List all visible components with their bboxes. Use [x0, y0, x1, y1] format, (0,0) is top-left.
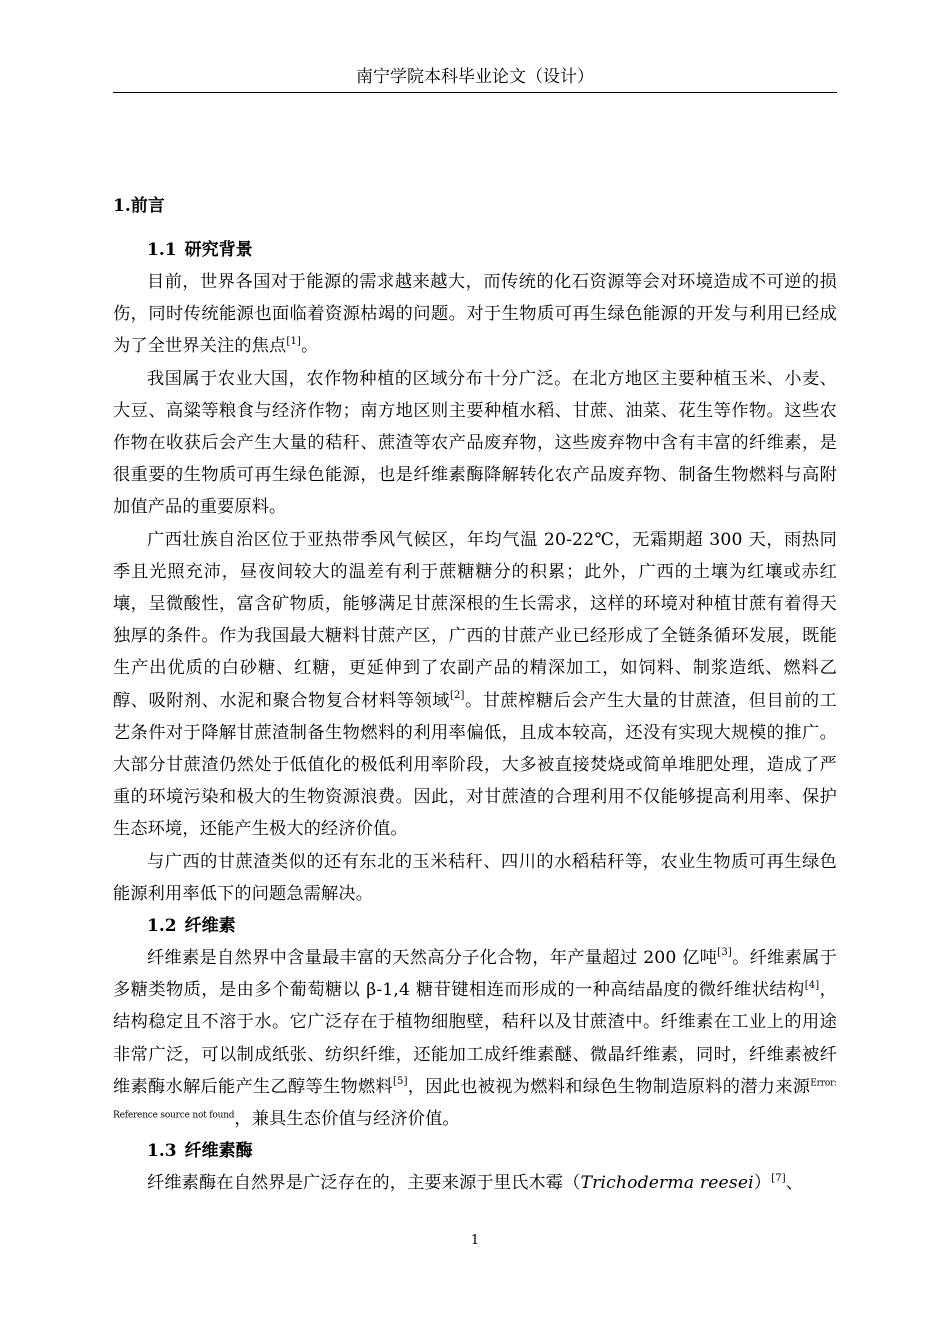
citation: [5] [393, 1076, 408, 1088]
subsection-heading-1-3 [113, 1135, 837, 1167]
text-run: ，结构稳定且不溶于水。它广泛存在于植物细胞壁，秸秆以及甘蔗渣中。纤维素在工业上的用途非常广泛，可以制成纸张、纺织纤维，还能加工成纤维素醚、微晶纤维素，同时，纤维素被纤维素酶水解后能产生乙醇等生物燃料 [113, 980, 837, 1097]
subsection-number: 1.2 [147, 916, 177, 937]
subsection-heading-1-2 [113, 910, 837, 942]
text-run: ，因此也被视为燃料和绿色生物制造原料的潜力来源 [407, 1076, 811, 1097]
header-rule [113, 92, 837, 93]
citation: [1] [286, 335, 302, 347]
paragraph [113, 942, 837, 1135]
page-number: 1 [470, 1233, 480, 1248]
section-heading-1: 1.前言 [113, 196, 165, 216]
citation: [2] [449, 689, 465, 701]
subsection-number: 1.1 [147, 240, 177, 260]
citation: [4] [804, 979, 820, 991]
text-run: 纤维素酶在自然界是广泛存在的，主要来源于里氏木霉（ [147, 1173, 581, 1194]
reference-error: Error: Reference source not found [113, 1078, 838, 1121]
page-body [113, 190, 837, 1199]
text-run: 。甘蔗榨糖后会产生大量的甘蔗渣，但目前的工艺条件对于降解甘蔗渣制备生物燃料的利用率偏低，且成本较高，还没有实现大规模的推广。大部分甘蔗渣仍然处于低值化的极低利用率阶段，大多被直接焚烧或简单堆肥处理，造成了严重的环境污染和极大的生物资源浪费。因此，对甘蔗渣的合理利用不仅能够提高利用率、保护生态环境，还能产生极大的经济价值。 [113, 690, 837, 840]
subsection-title: 纤维素酶 [184, 1141, 253, 1162]
text-run: 。 [301, 336, 319, 357]
subsection-number: 1.3 [147, 1141, 177, 1162]
subsection-heading-1-1 [113, 234, 837, 266]
text-run: ） [753, 1173, 772, 1194]
running-header: 南宁学院本科毕业论文（设计） [356, 67, 594, 87]
species-name: Trichoderma reesei [580, 1173, 754, 1194]
paragraph [113, 524, 837, 846]
text-run: 、 [785, 1173, 804, 1194]
subsection-title: 纤维素 [184, 916, 236, 937]
paragraph: 与广西的甘蔗渣类似的还有东北的玉米秸秆、四川的水稻秸秆等，农业生物质可再生绿色能源利用率低下的问题急需解决。 [113, 851, 837, 904]
text-run: ，兼具生态价值与经济价值。 [234, 1109, 460, 1130]
subsection-title: 研究背景 [184, 240, 253, 260]
text-run: 。纤维素属于多糖类物质，是由多个葡萄糖以 β-1,4 糖苷键相连而形成的一种高结晶度的微纤维状结构 [113, 948, 837, 1001]
paragraph [113, 1167, 837, 1199]
citation: [3] [717, 947, 732, 959]
citation: [7] [771, 1172, 786, 1184]
paragraph [113, 266, 837, 363]
text-run: 目前，世界各国对于能源的需求越来越大，而传统的化石资源等会对环境造成不可逆的损伤，同时传统能源也面临着资源枯竭的问题。对于生物质可再生绿色能源的开发与利用已经成为了全世界关注的焦点 [113, 272, 837, 357]
text-run: 纤维素是自然界中含量最丰富的天然高分子化合物，年产量超过 200 亿吨 [147, 948, 718, 969]
paragraph: 我国属于农业大国，农作物种植的区域分布十分广泛。在北方地区主要种植玉米、小麦、大豆、高粱等粮食与经济作物；南方地区则主要种植水稻、甘蔗、油菜、花生等作物。这些农作物在收获后会产生大量的秸秆、蔗渣等农产品废弃物，这些废弃物中含有丰富的纤维素，是很重要的生物质可再生绿色能源，也是纤维素酶降解转化农产品废弃物、制备生物燃料与高附加值产品的重要原料。 [113, 368, 837, 518]
text-run: 广西壮族自治区位于亚热带季风气候区，年均气温 20-22℃，无霜期超 300 天，雨热同季且光照充沛，昼夜间较大的温差有利于蔗糖糖分的积累；此外，广西的土壤为红壤或赤红壤，呈微酸性，富含矿物质，能够满足甘蔗深根的生长需求，这样的环境对种植甘蔗有着得天独厚的条件。作为我国最大糖料甘蔗产区，广西的甘蔗产业已经形成了全链条循环发展，既能生产出优质的白砂糖、红糖，更延伸到了农副产品的精深加工，如饲料、制浆造纸、燃料乙醇、吸附剂、水泥和聚合物复合材料等领域 [113, 529, 837, 711]
